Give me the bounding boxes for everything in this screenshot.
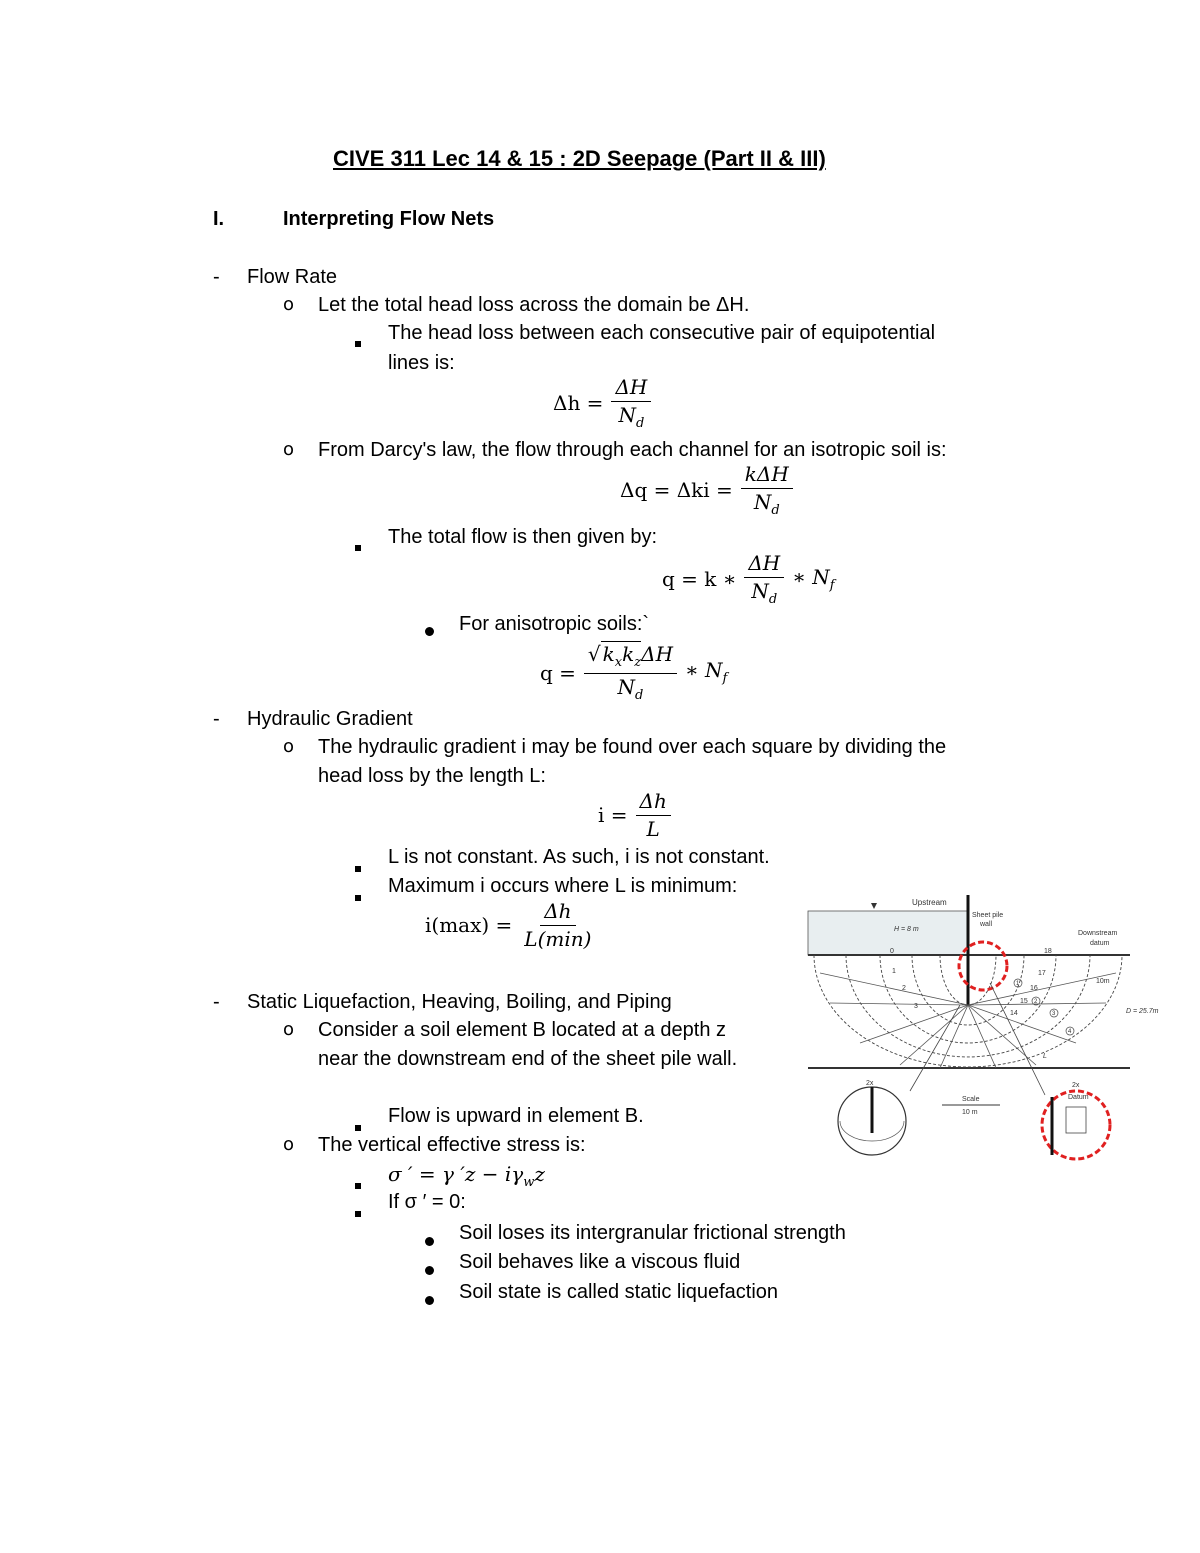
label-h: H = 8 m — [894, 926, 919, 933]
liquefaction-b2b2: Soil behaves like a viscous fluid — [459, 1251, 741, 1273]
flow-rate-b2: From Darcy's law, the flow through each channel for an isotropic soil is: — [318, 439, 947, 461]
equation-head-loss — [553, 376, 651, 432]
page-title: CIVE 311 Lec 14 & 15 : 2D Seepage (Part II & III) — [333, 146, 826, 171]
equation-anisotropic — [540, 643, 727, 704]
liquefaction-b2: The vertical effective stress is: — [318, 1134, 586, 1156]
eq-den: L — [646, 817, 660, 841]
dash-bullet: - — [213, 991, 220, 1013]
label-zoom-right: 2x — [1072, 1082, 1080, 1089]
eq-num: ΔH — [611, 376, 651, 402]
svg-text:4: 4 — [1068, 1029, 1072, 1035]
line-num: 14 — [1010, 1010, 1018, 1017]
dot-bullet — [425, 1229, 434, 1252]
flow-rate-b1: Let the total head loss across the domain be ΔH. — [318, 294, 750, 316]
circle-bullet: o — [283, 736, 295, 757]
eq-num: √ $k_xk_z\Delta H$ — [584, 643, 677, 674]
flow-rate-b2a: The total flow is then given by: — [388, 526, 658, 548]
flow-rate-b1a-cont: lines is: — [388, 352, 455, 374]
dot-bullet — [425, 1258, 434, 1281]
equation-gradient-max — [425, 900, 595, 951]
gradient-b1a: L is not constant. As such, i is not constant. — [388, 846, 770, 868]
flow-net-figure — [800, 893, 1172, 1168]
line-num: 1 — [892, 968, 896, 975]
square-bullet — [355, 534, 361, 557]
liquefaction-b1-cont: near the downstream end of the sheet pile wall. — [318, 1048, 738, 1070]
square-bullet — [355, 884, 361, 907]
label-scale: Scale — [962, 1096, 980, 1103]
fraction — [611, 376, 651, 432]
label-wall: wall — [980, 921, 993, 928]
line-num: 16 — [1030, 985, 1038, 992]
equation-darcy — [620, 463, 793, 519]
circle-markers — [1014, 979, 1074, 1035]
svg-text:2: 2 — [1034, 999, 1038, 1005]
circle-bullet: o — [283, 1019, 295, 1040]
pointer-left — [910, 1005, 960, 1091]
svg-text:1: 1 — [1016, 981, 1020, 987]
flow-rate-b2a1: For anisotropic soils:` — [459, 613, 650, 635]
line-num: 15 — [1020, 998, 1028, 1005]
fraction — [520, 900, 595, 951]
fraction — [636, 790, 671, 841]
eq-num: Δh — [540, 900, 575, 926]
label-l: L — [1043, 1053, 1047, 1060]
liquefaction-b1a: Flow is upward in element B. — [388, 1105, 644, 1127]
eq-lhs: Δh = — [553, 391, 604, 416]
eq-den: $N_d$ — [753, 490, 780, 518]
eq-den: L(min) — [524, 927, 592, 951]
square-bullet — [355, 330, 361, 353]
circle-bullet: o — [283, 294, 295, 315]
eq-lhs: i(max) = — [425, 913, 513, 937]
flow-rate-heading: Flow Rate — [247, 266, 338, 288]
label-datum-small: Datum — [1068, 1094, 1089, 1101]
eq-lhs: q = k ∗ — [662, 567, 737, 592]
section-numeral: I. — [213, 208, 225, 230]
square-bullet — [355, 1172, 361, 1195]
eq-den: $N_d$ — [618, 403, 645, 431]
label-eighteen: 18 — [1044, 948, 1052, 955]
circle-bullet: o — [283, 1134, 295, 1155]
flow-rate-b1a: The head loss between each consecutive pair of equipotential — [388, 322, 936, 344]
liquefaction-b2b: If σ ′ = 0: — [388, 1191, 466, 1213]
element-b-highlight — [959, 942, 1007, 990]
water-level-icon — [871, 903, 877, 909]
label-zero: 0 — [890, 948, 894, 955]
eq-lhs: q = — [540, 660, 576, 685]
eq-den: $N_d$ — [751, 579, 778, 607]
eq-lhs: i = — [598, 803, 628, 827]
gradient-b1b: Maximum i occurs where L is minimum: — [388, 875, 738, 897]
gradient-b1-cont: head loss by the length L: — [318, 765, 546, 787]
label-zoom-left: 2x — [866, 1080, 874, 1087]
label-scale-val: 10 m — [962, 1109, 978, 1116]
eq-lhs: Δq = Δki = — [620, 478, 733, 503]
equation-gradient — [598, 790, 671, 841]
label-upstream: Upstream — [912, 898, 947, 907]
square-bullet — [355, 1200, 361, 1223]
circle-bullet: o — [283, 439, 295, 460]
dot-bullet — [425, 1288, 434, 1311]
liquefaction-b2b1: Soil loses its intergranular frictional strength — [459, 1222, 846, 1244]
label-depth: 10m — [1096, 978, 1110, 985]
label-datum: datum — [1090, 940, 1110, 947]
dash-bullet: - — [213, 266, 220, 288]
eq-num: ΔH — [744, 552, 784, 578]
effective-stress-eq: σ ′ = γ $'z - i\gamma_wz$ — [388, 1162, 545, 1190]
line-num: 17 — [1038, 970, 1046, 977]
square-bullet — [355, 855, 361, 878]
gradient-b1: The hydraulic gradient i may be found over each square by dividing the — [318, 736, 947, 758]
fraction — [584, 643, 677, 704]
eq-rhs: ∗ $N_f$ — [792, 565, 835, 593]
dot-bullet — [425, 619, 434, 642]
fraction — [744, 552, 784, 608]
eq-num: Δh — [636, 790, 671, 816]
eq-den: $N_d$ — [617, 674, 644, 703]
line-num: 2 — [902, 985, 906, 992]
reservoir-water — [808, 911, 968, 955]
gradient-heading: Hydraulic Gradient — [247, 708, 413, 730]
eq-num: kΔH — [741, 463, 793, 489]
section-heading: Interpreting Flow Nets — [283, 208, 495, 230]
label-d: D = 25.7m — [1126, 1008, 1159, 1015]
liquefaction-b2b3: Soil state is called static liquefaction — [459, 1281, 779, 1303]
liquefaction-heading: Static Liquefaction, Heaving, Boiling, and Piping — [247, 991, 672, 1013]
label-sheet-pile: Sheet pile — [972, 912, 1004, 919]
liquefaction-b1: Consider a soil element B located at a depth z — [318, 1019, 727, 1041]
label-downstream: Downstream — [1078, 930, 1118, 937]
line-num: 3 — [914, 1003, 918, 1010]
dash-bullet: - — [213, 708, 220, 730]
fraction — [741, 463, 793, 519]
equation-total-flow — [662, 552, 835, 608]
svg-text:3: 3 — [1052, 1011, 1056, 1017]
eq-rhs: ∗ $N_f$ — [685, 658, 728, 687]
